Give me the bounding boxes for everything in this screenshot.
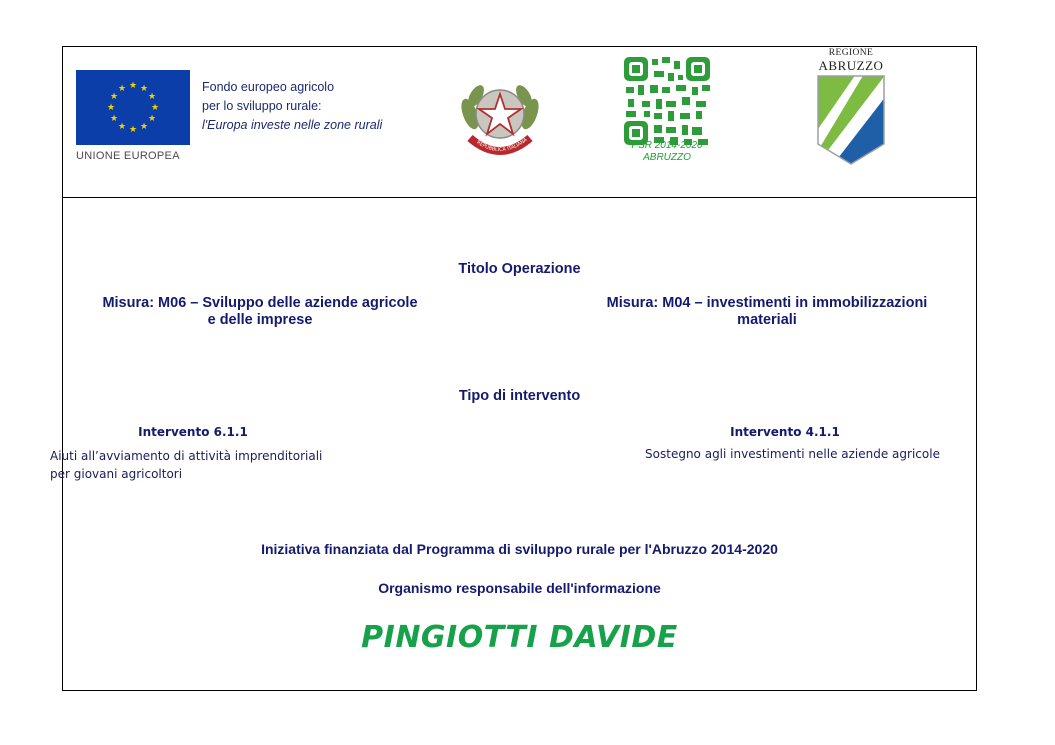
misura-m06-line-1: Misura: M06 – Sviluppo delle aziende agricole <box>102 295 418 311</box>
region-line-2: ABRUZZO <box>818 58 884 73</box>
svg-text:★: ★ <box>128 81 138 91</box>
misura-m06 <box>70 295 450 329</box>
svg-text:★: ★ <box>117 122 127 132</box>
svg-text:★: ★ <box>150 103 160 113</box>
misura-m04-line-1: Misura: M04 – investimenti in immobilizzazioni <box>606 295 928 311</box>
svg-text:★: ★ <box>117 84 127 94</box>
svg-text:★: ★ <box>109 92 119 102</box>
qr-caption <box>612 140 722 164</box>
intervento-611-title: Intervento 6.1.1 <box>138 425 248 439</box>
eu-label: UNIONE EUROPEA <box>76 150 180 162</box>
emblem-ribbon-text: REPUBBLICA ITALIANA <box>475 136 529 154</box>
psr-qr-code-icon <box>622 55 712 147</box>
svg-text:★: ★ <box>106 103 116 113</box>
intervento-411-description: Sostegno agli investimenti nelle aziende agricole <box>645 447 940 461</box>
beneficiary-name: PINGIOTTI DAVIDE <box>361 620 678 655</box>
regione-abruzzo-shield-icon <box>816 74 886 166</box>
svg-text:★: ★ <box>109 114 119 124</box>
eu-fund-text <box>202 78 382 135</box>
header-divider <box>62 197 977 198</box>
misura-m04 <box>568 295 966 329</box>
qr-caption-line-2: ABRUZZO <box>643 152 691 163</box>
tipo-intervento-heading: Tipo di intervento <box>458 388 581 404</box>
intervento-611-line-2: per giovani agricoltori <box>50 467 183 481</box>
qr-caption-line-1: PSR 2014-2020 <box>631 140 703 151</box>
misura-m04-line-2: materiali <box>737 312 797 328</box>
titolo-operazione-heading: Titolo Operazione <box>458 261 581 277</box>
svg-text:★: ★ <box>128 125 138 135</box>
eu-fund-line-1: Fondo europeo agricolo <box>202 80 335 94</box>
svg-text:★: ★ <box>147 92 157 102</box>
intervento-611-description <box>50 447 322 483</box>
svg-text:★: ★ <box>139 122 149 132</box>
intervento-611-line-1: Aiuti all’avviamento di attività imprenditoriali <box>50 449 323 463</box>
svg-text:★: ★ <box>139 84 149 94</box>
financing-statement: Iniziativa finanziata dal Programma di sviluppo rurale per l'Abruzzo 2014-2020 <box>261 541 778 557</box>
organismo-responsabile: Organismo responsabile dell'informazione <box>378 580 661 596</box>
svg-text:★: ★ <box>147 114 157 124</box>
region-line-1: REGIONE <box>828 48 874 58</box>
region-logo-heading <box>808 48 894 73</box>
italian-republic-emblem-icon <box>452 68 548 164</box>
intervento-411-title: Intervento 4.1.1 <box>730 425 840 439</box>
eu-flag-icon <box>76 70 190 145</box>
misura-m06-line-2: e delle imprese <box>207 312 313 328</box>
eu-fund-line-2: per lo sviluppo rurale: <box>202 99 322 113</box>
eu-fund-line-3: l'Europa investe nelle zone rurali <box>202 118 383 132</box>
